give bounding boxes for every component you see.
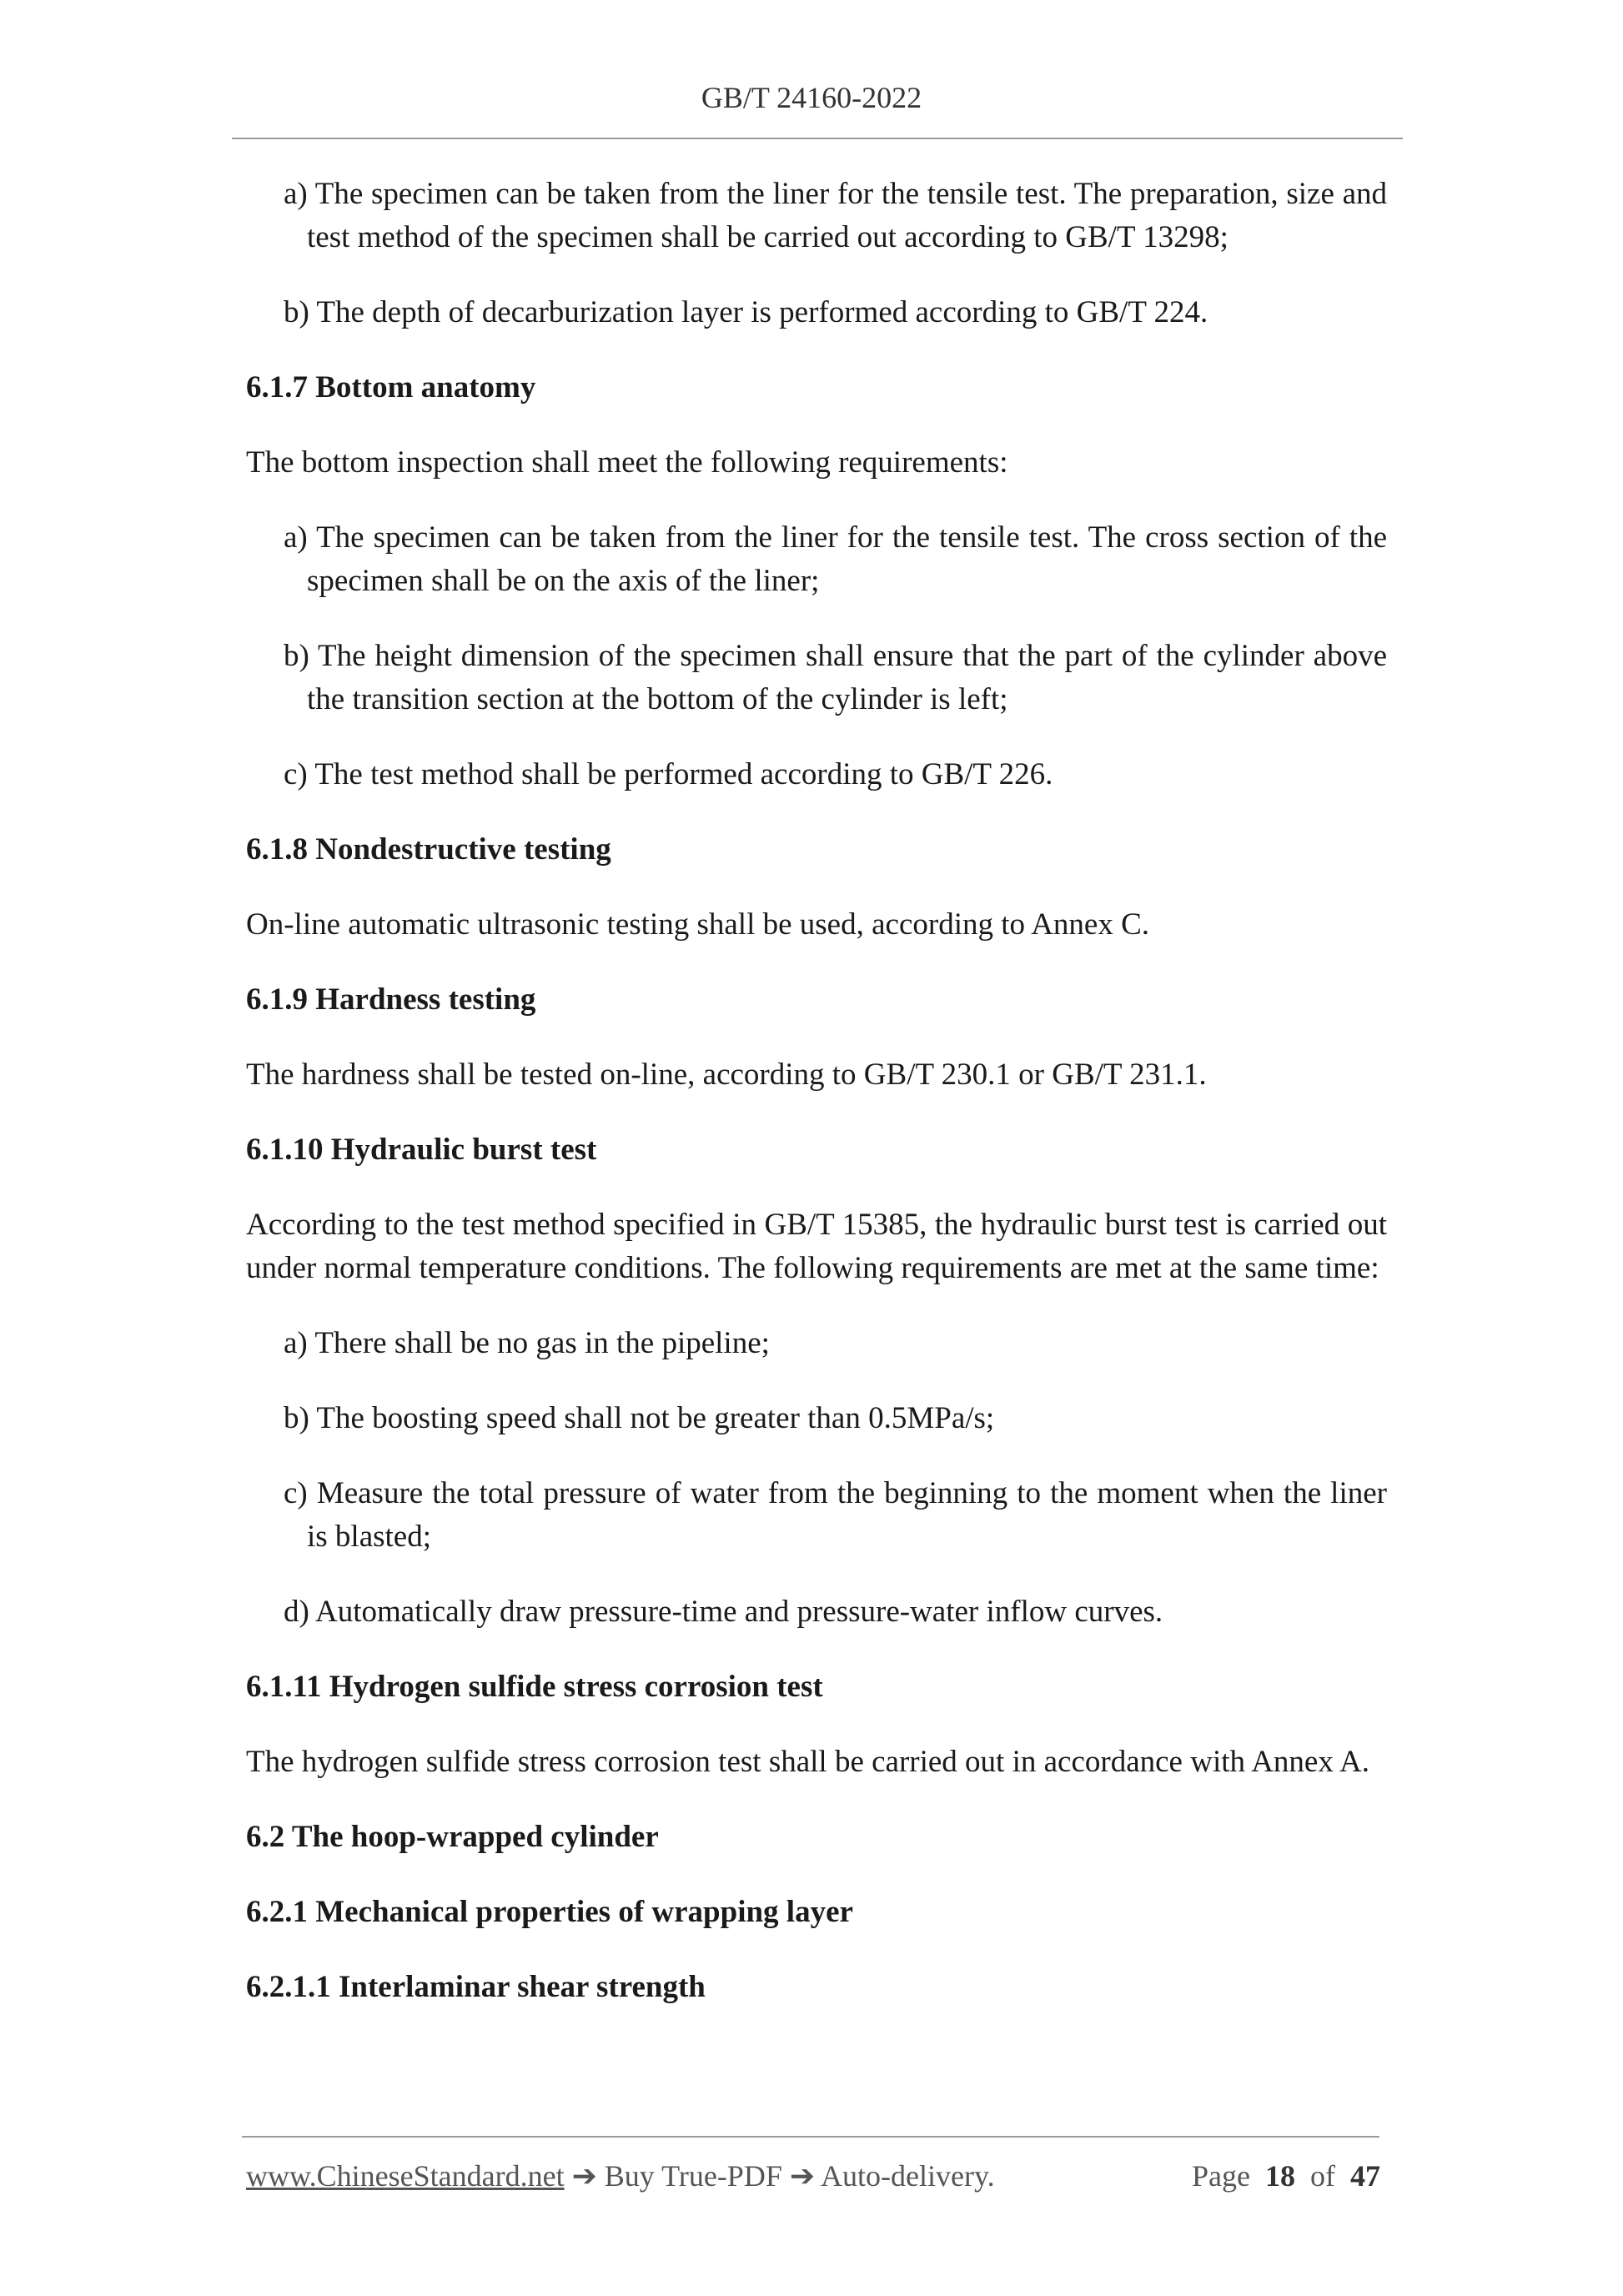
list-item: b) The height dimension of the specimen shall ensure that the part of the cylinder above the transition section at the bottom of the cylinder is left; — [284, 639, 1387, 716]
section-heading: 6.2.1 Mechanical properties of wrapping layer — [246, 1895, 853, 1929]
arrow-right-icon: ➔ — [571, 2159, 597, 2193]
paragraph: According to the test method specified in GB/T 15385, the hydraulic burst test is carried out under normal temperature conditions. The following requirements are met at the same time: — [246, 1208, 1387, 1285]
paragraph: On-line automatic ultrasonic testing shall be used, according to Annex C. — [246, 907, 1150, 942]
list-item: d) Automatically draw pressure-time and pressure-water inflow curves. — [284, 1595, 1163, 1629]
document-code: GB/T 24160-2022 — [701, 81, 922, 114]
list-item: a) There shall be no gas in the pipeline; — [284, 1326, 770, 1360]
page-label: Page — [1192, 2159, 1250, 2193]
section-heading: 6.1.11 Hydrogen sulfide stress corrosion test — [246, 1670, 823, 1704]
list-item: c) Measure the total pressure of water from the beginning to the moment when the liner is blasted; — [284, 1476, 1387, 1554]
paragraph: The hydrogen sulfide stress corrosion test shall be carried out in accordance with Annex A. — [246, 1745, 1370, 1779]
section-heading: 6.1.7 Bottom anatomy — [246, 370, 536, 404]
page-of-label: of — [1310, 2159, 1335, 2193]
buy-text: Buy True-PDF — [604, 2159, 782, 2193]
list-item: b) The depth of decarburization layer is performed according to GB/T 224. — [284, 295, 1208, 329]
footer-promo — [246, 2158, 995, 2193]
document-header — [0, 80, 1623, 115]
section-heading: 6.2.1.1 Interlaminar shear strength — [246, 1970, 706, 2004]
website-link[interactable]: www.ChineseStandard.net — [246, 2159, 565, 2193]
list-item: b) The boosting speed shall not be greater than 0.5MPa/s; — [284, 1401, 995, 1435]
list-item: a) The specimen can be taken from the liner for the tensile test. The cross section of the specimen shall be on the axis of the liner; — [284, 520, 1387, 598]
section-heading: 6.1.9 Hardness testing — [246, 982, 536, 1017]
delivery-text: Auto-delivery. — [821, 2159, 995, 2193]
section-heading: 6.1.10 Hydraulic burst test — [246, 1133, 597, 1167]
page-number — [1192, 2158, 1380, 2193]
arrow-right-icon: ➔ — [789, 2159, 816, 2193]
section-heading: 6.1.8 Nondestructive testing — [246, 832, 611, 867]
list-item: c) The test method shall be performed according to GB/T 226. — [284, 757, 1053, 791]
paragraph: The bottom inspection shall meet the following requirements: — [246, 445, 1008, 480]
header-divider — [232, 138, 1403, 139]
page-content — [246, 173, 1387, 2041]
page-current: 18 — [1265, 2159, 1295, 2193]
list-item: a) The specimen can be taken from the liner for the tensile test. The preparation, size and test method of the specimen shall be carried out according to GB/T 13298; — [284, 177, 1387, 254]
paragraph: The hardness shall be tested on-line, according to GB/T 230.1 or GB/T 231.1. — [246, 1058, 1207, 1092]
section-heading: 6.2 The hoop-wrapped cylinder — [246, 1820, 659, 1854]
page-total: 47 — [1350, 2159, 1380, 2193]
footer-divider — [242, 2136, 1379, 2138]
